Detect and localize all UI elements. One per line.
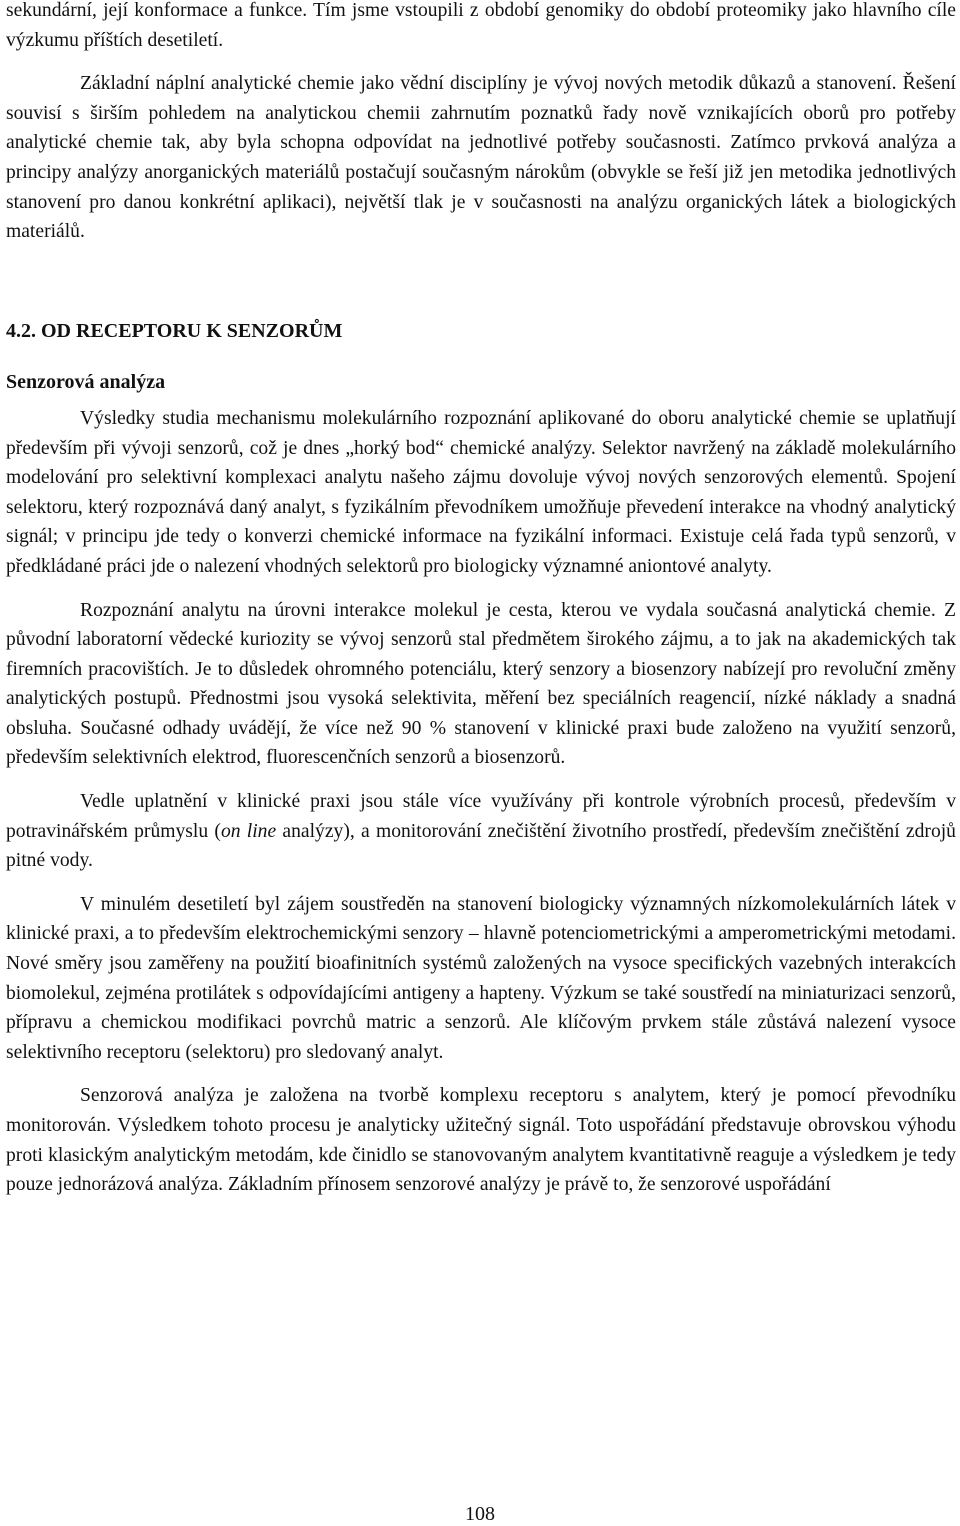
paragraph-text: Vedle uplatnění v klinické praxi jsou stále více využívány při kontrole výrobních procesů, především v potravinářském průmyslu ( <box>6 791 956 842</box>
paragraph <box>6 787 956 876</box>
paragraph: V minulém desetiletí byl zájem soustředěn na stanovení biologicky významných nízkomolekulárních látek v klinické praxi, a to především elektrochemickými senzory – hlavně potenciometrickými a amperometrickými metodami. Nové směry jsou zaměřeny na použití bioafinitních systémů založených na vysoce specifických vazebných interakcích biomolekul, zejména protilátek s odpovídajícími antigeny a hapteny. Výzkum se také soustředí na miniaturizaci senzorů, přípravu a chemickou modifikaci povrchů matric a senzorů. Ale klíčovým prvkem stále zůstává nalezení vysoce selektivního receptoru (selektoru) pro sledovaný analyt. <box>6 893 956 1063</box>
paragraph: Výsledky studia mechanismu molekulárního rozpoznání aplikované do oboru analytické chemie se uplatňují především při vývoji senzorů, což je dnes „horký bod“ chemické analýzy. Selektor navržený na základě molekulárního modelování pro selektivní komplexaci analytu našeho zájmu dovoluje vývoj nových senzorových elementů. Spojení selektoru, který rozpoznává daný analyt, s fyzikálním převodníkem umožňuje převedení interakce na vhodný analytický signál; v principu jde tedy o konverzi chemické informace na fyzikální informaci. Existuje celá řada typů senzorů, v předkládané práci jde o nalezení vhodných selektorů pro biologicky významné aniontové analyty. <box>6 407 956 577</box>
page-number: 108 <box>465 1503 495 1525</box>
document-page <box>6 0 956 1200</box>
section-heading: 4.2. OD RECEPTORU K SENZORŮM <box>6 319 343 342</box>
paragraph: Rozpoznání analytu na úrovni interakce molekul je cesta, kterou ve vydala současná analytická chemie. Z původní laboratorní vědecké kuriozity se vývoj senzorů stal předmětem širokého zájmu, a to jak na akademických tak firemních pracovištích. Je to důsledek ohromného potenciálu, který senzory a biosenzory nabízejí pro revoluční změny analytických postupů. Přednostmi jsou vysoká selektivita, měření bez speciálních reagencií, nízké náklady a snadná obsluha. Současné odhady uvádějí, že více než 90 % stanovení v klinické praxi bude založeno na využití senzorů, především selektivních elektrod, fluorescenčních senzorů a biosenzorů. <box>6 599 956 769</box>
paragraph: Senzorová analýza je založena na tvorbě komplexu receptoru s analytem, který je pomocí převodníku monitorován. Výsledkem tohoto procesu je analyticky užitečný signál. Toto uspořádání představuje obrovskou výhodu proti klasickým analytickým metodám, kde činidlo se stanovovaným analytem kvantitativně reaguje a výsledkem je tedy pouze jednorázová analýza. Základním přínosem senzorové analýzy je právě to, že senzorové uspořádání <box>6 1085 956 1196</box>
italic-term: on line <box>220 820 277 842</box>
subsection-heading: Senzorová analýza <box>6 371 166 394</box>
paragraph: sekundární, její konformace a funkce. Tím jsme vstoupili z období genomiky do období proteomiky jako hlavního cíle výzkumu příštích desetiletí. <box>6 0 956 51</box>
paragraph: Základní náplní analytické chemie jako vědní disciplíny je vývoj nových metodik důkazů a stanovení. Řešení souvisí s širším pohledem na analytickou chemii zahrnutím poznatků řady nově vznikajících oborů pro potřeby analytické chemie tak, aby byla schopna odpovídat na jednotlivé potřeby současnosti. Zatímco prvková analýza a principy analýzy anorganických materiálů postačují současným nárokům (obvykle se řeší již jen metodika jednotlivých stanovení pro danou konkrétní aplikaci), největší tlak je v současnosti na analýzu organických látek a biologických materiálů. <box>6 73 956 243</box>
paragraph-text: analýzy), a monitorování znečištění životního prostředí, především znečištění zdrojů pitné vody. <box>6 820 956 872</box>
